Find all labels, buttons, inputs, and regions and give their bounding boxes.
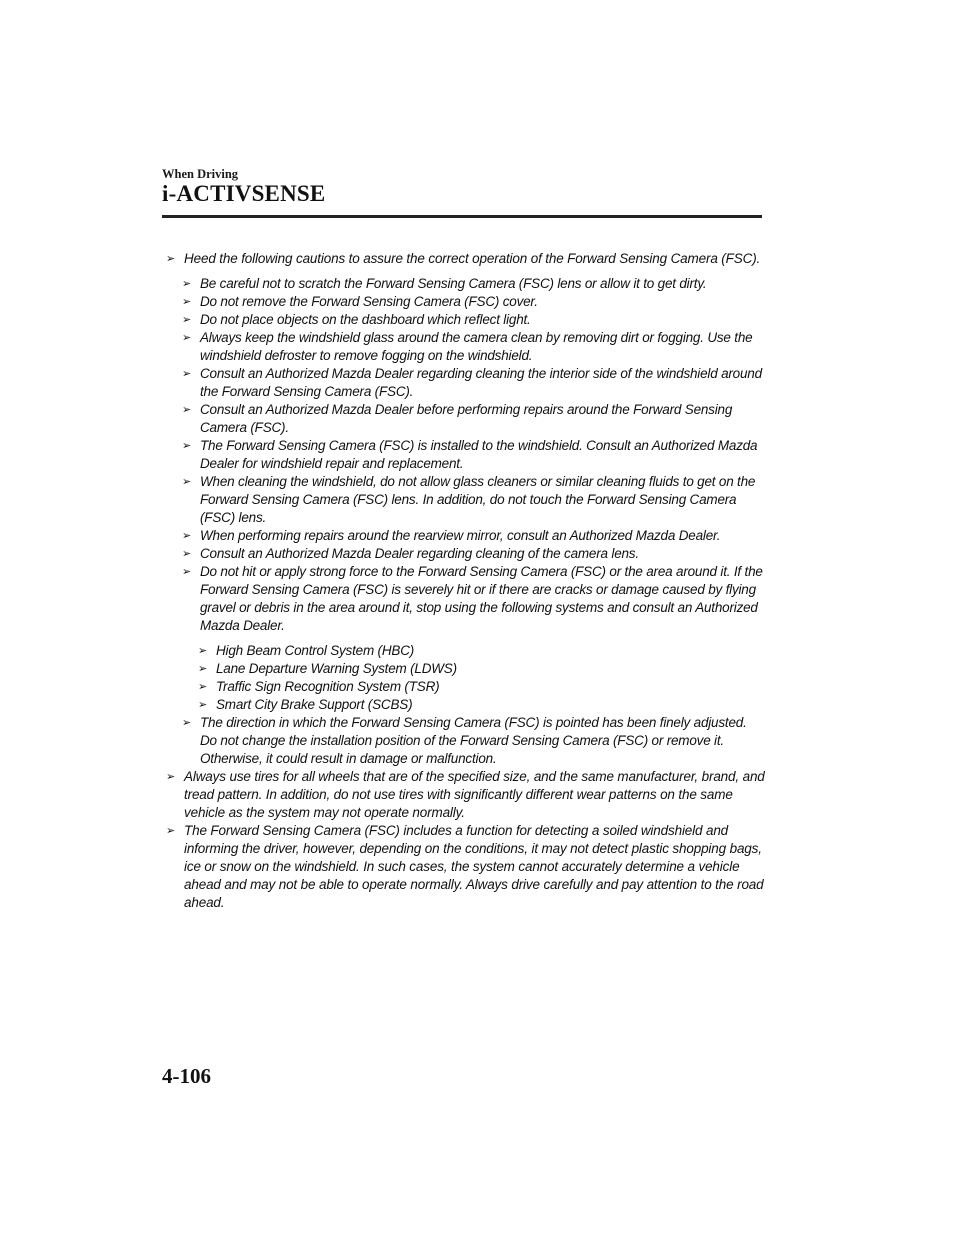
caution-item-text: Consult an Authorized Mazda Dealer regarding cleaning the interior side of the windshield around the Forward Sensing Camera (FSC). bbox=[200, 366, 762, 399]
caution-item bbox=[166, 275, 766, 293]
caution-item bbox=[166, 437, 766, 473]
system-item-text: Lane Departure Warning System (LDWS) bbox=[216, 661, 457, 676]
system-item bbox=[166, 696, 766, 714]
arrow-bullet-icon: ➢ bbox=[182, 368, 192, 380]
caution-item bbox=[166, 401, 766, 437]
arrow-bullet-icon: ➢ bbox=[182, 404, 192, 416]
caution-item bbox=[166, 365, 766, 401]
arrow-bullet-icon: ➢ bbox=[198, 645, 208, 657]
arrow-bullet-icon: ➢ bbox=[182, 476, 192, 488]
arrow-bullet-icon: ➢ bbox=[198, 663, 208, 675]
caution-item bbox=[166, 329, 766, 365]
header-rule bbox=[162, 215, 762, 218]
caution-tires-text: Always use tires for all wheels that are of the specified size, and the same manufacturer, brand, and tread pattern. In addition, do not use tires with significantly different wear patterns on the same vehicle as the system may not operate normally. bbox=[184, 769, 765, 820]
caution-item bbox=[166, 293, 766, 311]
system-item-text: Smart City Brake Support (SCBS) bbox=[216, 697, 413, 712]
arrow-bullet-icon: ➢ bbox=[182, 278, 192, 290]
caution-item-text: Do not hit or apply strong force to the Forward Sensing Camera (FSC) or the area around it. If the Forward Sensing Camera (FSC) is severely hit or if there are cracks or damage caused by flying gravel or debris in the area around it, stop using the following systems and consult an Authorized Mazda Dealer. bbox=[200, 564, 763, 633]
caution-intro-text: Heed the following cautions to assure the correct operation of the Forward Sensing Camera (FSC). bbox=[184, 251, 761, 266]
caution-soiled-windshield bbox=[166, 822, 766, 912]
arrow-bullet-icon: ➢ bbox=[166, 253, 176, 265]
caution-item bbox=[166, 527, 766, 545]
caution-item-text: The Forward Sensing Camera (FSC) is installed to the windshield. Consult an Authorized Mazda Dealer for windshield repair and replacement. bbox=[200, 438, 758, 471]
caution-item bbox=[166, 545, 766, 563]
caution-item-text: Be careful not to scratch the Forward Sensing Camera (FSC) lens or allow it to get dirty. bbox=[200, 276, 707, 291]
caution-tires bbox=[166, 768, 766, 822]
caution-item-text: The direction in which the Forward Sensing Camera (FSC) is pointed has been finely adjusted. Do not change the installation position of the Forward Sensing Camera (FSC) or remove it. Otherwise, it could result in damage or malfunction. bbox=[200, 715, 747, 766]
caution-item-text: Do not remove the Forward Sensing Camera (FSC) cover. bbox=[200, 294, 538, 309]
arrow-bullet-icon: ➢ bbox=[182, 548, 192, 560]
arrow-bullet-icon: ➢ bbox=[182, 314, 192, 326]
caution-item-text: When performing repairs around the rearview mirror, consult an Authorized Mazda Dealer. bbox=[200, 528, 721, 543]
caution-item-text: When cleaning the windshield, do not allow glass cleaners or similar cleaning fluids to get on the Forward Sensing Camera (FSC) lens. In addition, do not touch the Forward Sensing Camera (FSC) lens. bbox=[200, 474, 756, 525]
caution-soiled-windshield-text: The Forward Sensing Camera (FSC) includes a function for detecting a soiled windshield and informing the driver, however, depending on the conditions, it may not detect plastic shopping bags, ice or snow on the windshield. In such cases, the system cannot accurately determine a vehicle ahead and may not be able to operate normally. Always drive carefully and pay attention to the road ahead. bbox=[184, 823, 764, 910]
arrow-bullet-icon: ➢ bbox=[182, 566, 192, 578]
caution-item-text: Do not place objects on the dashboard which reflect light. bbox=[200, 312, 531, 327]
caution-item bbox=[166, 563, 766, 635]
caution-intro bbox=[166, 250, 766, 268]
system-item bbox=[166, 660, 766, 678]
arrow-bullet-icon: ➢ bbox=[182, 296, 192, 308]
section-label: When Driving bbox=[162, 167, 239, 181]
arrow-bullet-icon: ➢ bbox=[166, 825, 176, 837]
caution-item-text: Consult an Authorized Mazda Dealer before performing repairs around the Forward Sensing Camera (FSC). bbox=[200, 402, 733, 435]
arrow-bullet-icon: ➢ bbox=[198, 699, 208, 711]
caution-item bbox=[166, 311, 766, 329]
system-item-text: High Beam Control System (HBC) bbox=[216, 643, 415, 658]
arrow-bullet-icon: ➢ bbox=[198, 681, 208, 693]
caution-item bbox=[166, 714, 766, 768]
arrow-bullet-icon: ➢ bbox=[182, 440, 192, 452]
caution-list bbox=[166, 250, 766, 912]
system-item-text: Traffic Sign Recognition System (TSR) bbox=[216, 679, 440, 694]
system-item bbox=[166, 678, 766, 696]
caution-item bbox=[166, 473, 766, 527]
arrow-bullet-icon: ➢ bbox=[182, 530, 192, 542]
arrow-bullet-icon: ➢ bbox=[182, 332, 192, 344]
arrow-bullet-icon: ➢ bbox=[166, 771, 176, 783]
chapter-title: i-ACTIVSENSE bbox=[162, 181, 326, 206]
page-number: 4-106 bbox=[162, 1064, 211, 1088]
caution-item-text: Always keep the windshield glass around the camera clean by removing dirt or fogging. Use the windshield defroster to remove fogging on the windshield. bbox=[200, 330, 753, 363]
system-item bbox=[166, 642, 766, 660]
arrow-bullet-icon: ➢ bbox=[182, 717, 192, 729]
caution-item-text: Consult an Authorized Mazda Dealer regarding cleaning of the camera lens. bbox=[200, 546, 639, 561]
